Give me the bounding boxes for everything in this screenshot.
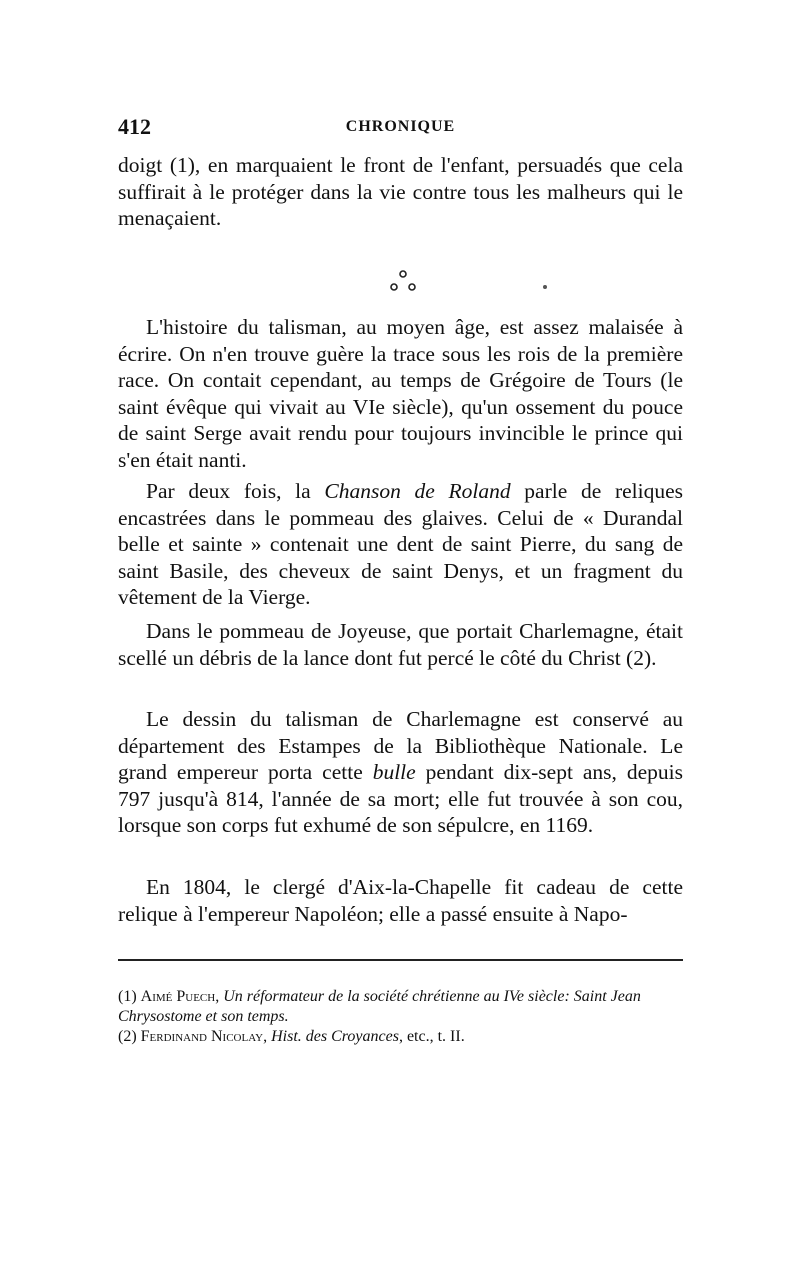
chanson-title: Chanson de Roland bbox=[324, 479, 511, 503]
paragraph-3-text-b: parle de reliques encastrées dans le pommeau des glaives. Celui de « Durandal belle et sainte » contenait une dent de saint Pierre, du sang de saint Basile, des cheveux de saint Denys, et un fragment du vêtement de la Vierge. bbox=[118, 479, 684, 609]
page-number: 412 bbox=[118, 114, 151, 139]
stray-dot bbox=[543, 285, 547, 289]
paragraph-4: Dans le pommeau de Joyeuse, que portait Charlemagne, était scellé un débris de la lance dont fut percé le côté du Christ (2). bbox=[118, 619, 683, 670]
footnote-2-author: Ferdinand Nicolay bbox=[140, 1028, 264, 1045]
page-header bbox=[118, 114, 683, 144]
footnote-rule bbox=[118, 959, 683, 961]
footnote-2-separator: , bbox=[263, 1028, 272, 1045]
paragraph-5-text-b: pendant dix-sept ans, depuis 797 jusqu'à 814, l'année de sa mort; elle fut trouvée à son cou, lorsque son corps fut exhumé de son sépulcre, en 1169. bbox=[118, 760, 683, 837]
footnote-1-separator: , bbox=[215, 988, 224, 1005]
paragraph-6: En 1804, le clergé d'Aix-la-Chapelle fit cadeau de cette relique à l'empereur Napoléon; elle a passé ensuite à Napo- bbox=[118, 875, 683, 926]
bulle-word: bulle bbox=[372, 760, 416, 784]
paragraph-5 bbox=[118, 706, 683, 839]
paragraph-2: L'histoire du talisman, au moyen âge, est assez malaisée à écrire. On n'en trouve guère la trace sous les rois de la première race. On contait cependant, au temps de Grégoire de Tours (le saint évêque qui vivait au VIe siècle), qu'un ossement du pouce de saint Serge avait rendu pour toujours invincible le prince qui s'en était nanti. bbox=[118, 315, 683, 472]
footnote-1-number: (1) bbox=[118, 988, 141, 1005]
footnote-1-author: Aimé Puech bbox=[140, 988, 216, 1005]
footnote-1-title: Un réformateur de la société chrétienne au IVe siècle: Saint Jean Chrysostome et son temps. bbox=[118, 988, 641, 1025]
paragraph-3-text-a: Par deux fois, la bbox=[146, 479, 325, 503]
running-head: CHRONIQUE bbox=[345, 118, 456, 135]
asterism-icon bbox=[388, 268, 418, 294]
footnotes bbox=[118, 987, 683, 1047]
footnote-2 bbox=[118, 1027, 683, 1047]
footnote-2-title: Hist. des Croyances bbox=[271, 1028, 399, 1045]
footnote-1 bbox=[118, 987, 683, 1027]
footnote-2-rest: , etc., t. II. bbox=[398, 1028, 465, 1045]
footnote-2-number: (2) bbox=[118, 1028, 141, 1045]
paragraph-3 bbox=[118, 478, 683, 611]
paragraph-5-text-a: Le dessin du talisman de Charlemagne est conservé au département des Estampes de la Bibliothèque Nationale. Le grand empereur porta cette bbox=[118, 707, 683, 784]
paragraph-1: doigt (1), en marquaient le front de l'enfant, persuadés que cela suffirait à le protéger dans la vie contre tous les malheurs qui le menaçaient. bbox=[118, 153, 683, 230]
